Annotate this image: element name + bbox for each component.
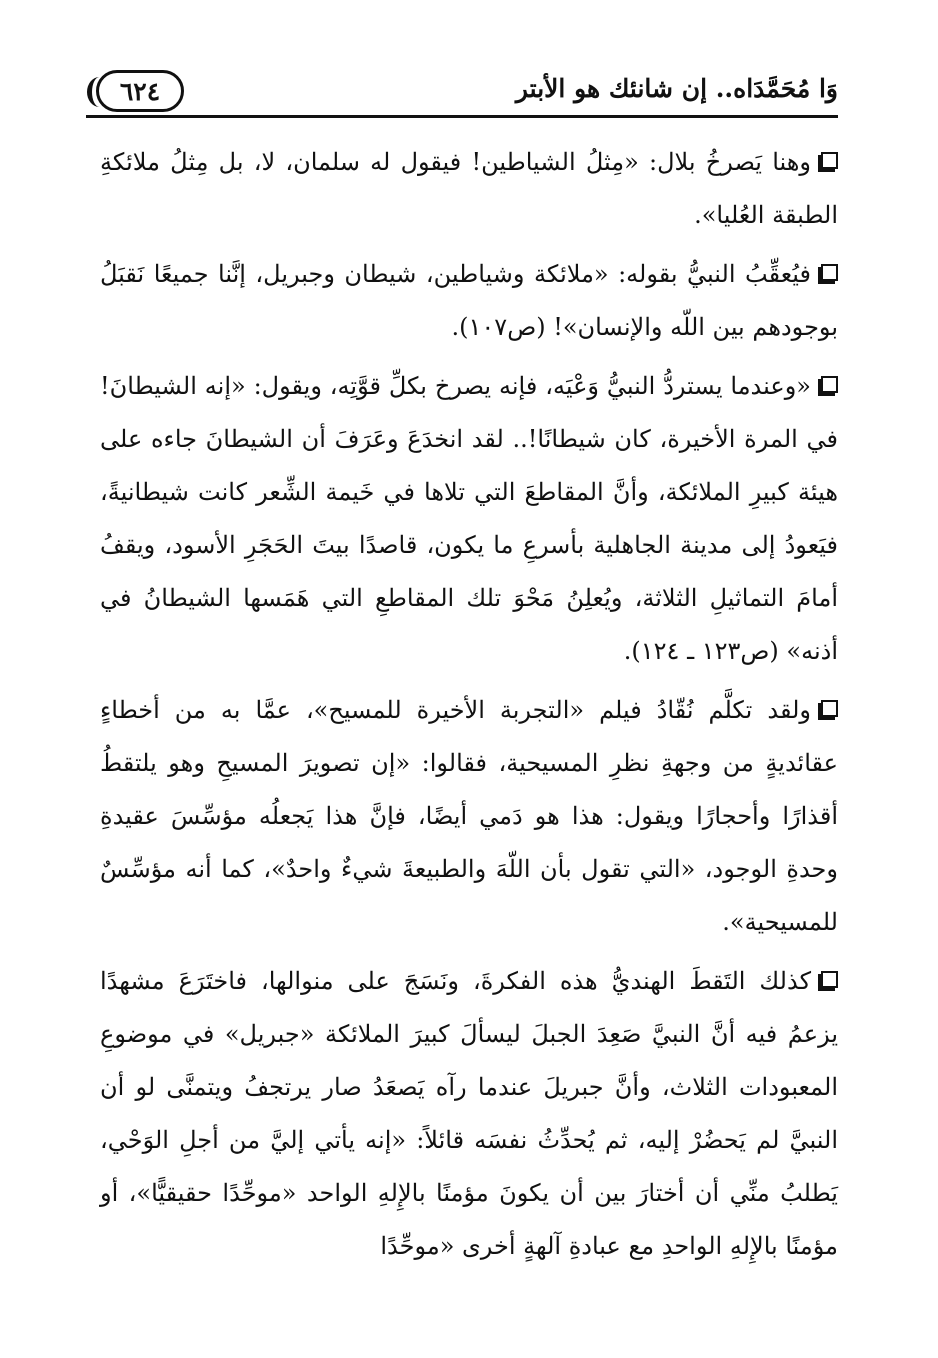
header-rule [86, 115, 838, 118]
paragraph [100, 360, 838, 678]
paragraph [100, 248, 838, 354]
paragraph-text: فيُعقِّبُ النبيُّ بقوله: «ملائكة وشياطين، شيطان وجبريل، إنَّنا جميعًا نَقبَلُ بوجودهم بين اللّه والإنسان»! (ص١٠٧). [100, 260, 838, 341]
square-bullet-icon [821, 264, 838, 281]
square-bullet-icon [821, 376, 838, 393]
running-title: وَا مُحَمَّدَاه.. إن شانئك هو الأبتر [515, 74, 838, 103]
page-header [86, 60, 838, 130]
paragraph-text: ولقد تكلَّم نُقّادُ فيلم «التجربة الأخيرة للمسيح»، عمَّا به من أخطاءٍ عقائديةٍ من وجهةِ نظرِ المسيحية، فقالوا: «إن تصويرَ المسيحِ وهو يلتقطُ أقذارًا وأحجارًا ويقول: هذا هو دَمي أيضًا، فإنَّ هذا يَجعلُه مؤسِّسَ عقيدةِ وحدةِ الوجود، «التي تقول بأن اللّهَ والطبيعةَ شيءٌ واحدٌ»، كما أنه مؤسِّسٌ للمسيحية». [100, 696, 838, 936]
paragraph [100, 136, 838, 242]
square-bullet-icon [821, 700, 838, 717]
body-text [100, 136, 838, 1279]
square-bullet-icon [821, 971, 838, 988]
paragraph [100, 955, 838, 1273]
paragraph [100, 684, 838, 949]
paragraph-text: «وعندما يستردُّ النبيُّ وَعْيَه، فإنه يصرخ بكلِّ قوَّتِه، ويقول: «إنه الشيطانَ! في المرة الأخيرة، كان شيطانًا!.. لقد انخدَعَ وعَرَفَ أن الشيطانَ جاءه على هيئة كبيرِ الملائكة، وأنَّ المقاطعَ التي تلاها في خَيمة الشِّعر كانت شيطانيةً، فيَعودُ إلى مدينة الجاهلية بأسرعِ ما يكون، قاصدًا بيتَ الحَجَرِ الأسود، ويقفُ أمامَ التماثيلِ الثلاثة، ويُعلِنُ مَحْوَ تلك المقاطعِ التي هَمَسها الشيطانُ في أذنه» (ص١٢٣ ـ ١٢٤). [100, 372, 838, 665]
page-number: ٦٢٤ [96, 70, 184, 112]
square-bullet-icon [821, 152, 838, 169]
paragraph-text: كذلك التَقطَ الهنديُّ هذه الفكرةَ، ونَسَجَ على منوالها، فاختَرَعَ مشهدًا يزعمُ فيه أنَّ النبيَّ صَعِدَ الجبلَ ليسألَ كبيرَ الملائكة «جبريل» في موضوعِ المعبودات الثلاث، وأنَّ جبريلَ عندما رآه يَصعَدُ صار يرتجفُ ويتمنَّى لو أن النبيَّ لم يَحضُرْ إليه، ثم يُحدِّثُ نفسَه قائلاً: «إنه يأتي إليَّ من أجلِ الوَحْي، يَطلبُ منِّي أن أختارَ بين أن يكونَ مؤمنًا بالإِلهِ الواحد «موحِّدًا حقيقيًّا»، أو مؤمنًا بالإِلهِ الواحدِ مع عبادةِ آلهةٍ أخرى «موحِّدًا [100, 967, 838, 1260]
paragraph-text: وهنا يَصرخُ بلال: «مِثلُ الشياطين! فيقول له سلمان، لا، بل مِثلُ ملائكةِ الطبقة العُليا». [100, 148, 838, 229]
